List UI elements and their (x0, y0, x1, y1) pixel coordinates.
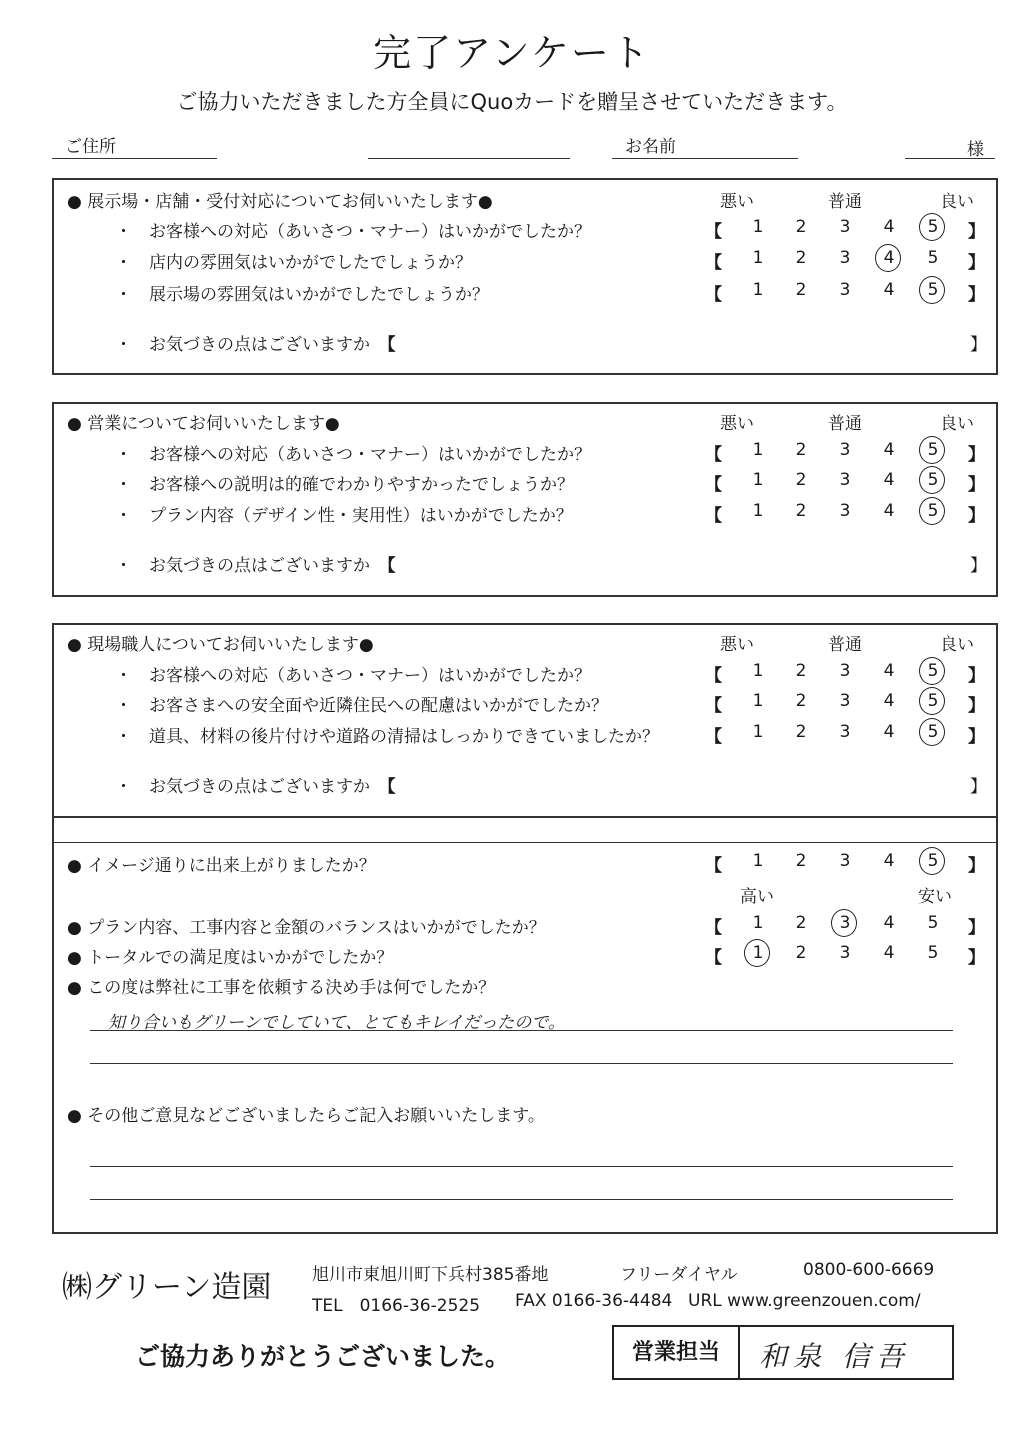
rating-option[interactable]: 4 (883, 913, 895, 933)
rating-option[interactable]: 1 (752, 217, 764, 237)
scale-bad-label: 悪い (720, 192, 754, 212)
page-subtitle: ご協力いただきました方全員にQuoカードを贈呈させていただきます。 (176, 90, 848, 114)
rating-option[interactable]: 5 (927, 851, 939, 871)
sales-rep-name: 和泉 信吾 (759, 1340, 910, 1373)
selected-circle-mark (919, 687, 945, 715)
name-label: お名前 (625, 137, 676, 157)
question-total: ● トータルでの満足度はいかがでしたか？ (67, 948, 394, 968)
notes-row: ・ お気づきの点はございますか 【 (115, 335, 396, 355)
bracket-close: 】 (968, 285, 985, 305)
rating-option[interactable]: 2 (795, 217, 807, 237)
scale-bad-label: 悪い (720, 414, 754, 434)
rating-option[interactable]: 3 (839, 440, 851, 460)
company-url[interactable]: URL www.greenzouen.com/ (688, 1291, 921, 1311)
rating-option[interactable]: 4 (883, 501, 895, 521)
rating-option[interactable]: 3 (839, 217, 851, 237)
scale-good-label: 良い (940, 635, 974, 655)
bracket-open: 【 (705, 285, 722, 305)
scale-normal-label: 普通 (828, 414, 862, 434)
honorific-label: 様 (967, 140, 984, 160)
address-line-2[interactable] (368, 158, 570, 159)
question-row: ・ プラン内容（デザイン性・実用性）はいかがでしたか？ (115, 506, 573, 526)
section-sales-heading: ● 営業についてお伺いいたします● (67, 414, 340, 434)
question-other: ● その他ご意見などございましたらご記入お願いいたします。 (67, 1106, 545, 1126)
question-row: ・ お客様への説明は的確でわかりやすかったでしょうか？ (115, 475, 574, 495)
scale-expensive-label: 高い (740, 887, 774, 907)
rating-scale (0, 661, 1024, 685)
bracket-open: 【 (705, 445, 722, 465)
rating-scale (0, 943, 1024, 967)
question-row: ・ お客さまへの安全面や近隣住民への配慮はいかがでしたか？ (115, 696, 608, 716)
answer-line[interactable] (90, 1199, 953, 1200)
rating-option[interactable]: 2 (795, 501, 807, 521)
rating-option[interactable]: 4 (883, 722, 895, 742)
rating-option[interactable]: 4 (883, 851, 895, 871)
rating-option[interactable]: 3 (839, 943, 851, 963)
rating-option[interactable]: 1 (752, 470, 764, 490)
thanks-message: ご協力ありがとうございました。 (135, 1342, 511, 1371)
rating-option[interactable]: 3 (839, 501, 851, 521)
selected-circle-mark (919, 657, 945, 685)
company-logo-name: ㈱グリーン造園 (62, 1270, 272, 1305)
question-row: ・ お客様への対応（あいさつ・マナー）はいかがでしたか？ (115, 445, 591, 465)
rating-option[interactable]: 2 (795, 661, 807, 681)
rating-option[interactable]: 2 (795, 280, 807, 300)
bracket-open: 【 (705, 727, 722, 747)
scale-normal-label: 普通 (828, 192, 862, 212)
rating-option[interactable]: 5 (927, 913, 939, 933)
rating-scale (0, 280, 1024, 304)
question-balance: ● プラン内容、工事内容と金額のバランスはいかがでしたか？ (67, 918, 546, 938)
bullet-icon: ● (67, 635, 82, 655)
question-row: ・ 店内の雰囲気はいかがでしたでしょうか？ (115, 253, 472, 273)
bracket-close: 】 (968, 948, 985, 968)
rating-scale (0, 440, 1024, 464)
rating-option[interactable]: 4 (883, 280, 895, 300)
selected-circle-mark (919, 213, 945, 241)
question-row: ・ お客様への対応（あいさつ・マナー）はいかがでしたか？ (115, 222, 591, 242)
rating-scale (0, 470, 1024, 494)
rating-option[interactable]: 1 (752, 440, 764, 460)
rating-option[interactable]: 3 (839, 722, 851, 742)
rating-scale (0, 501, 1024, 525)
rating-scale (0, 217, 1024, 241)
scale-good-label: 良い (940, 192, 974, 212)
section-craftsmen-heading: ● 現場職人についてお伺いいたします● (67, 635, 374, 655)
rating-option[interactable]: 5 (927, 440, 939, 460)
rating-option[interactable]: 1 (752, 913, 764, 933)
rating-option[interactable]: 4 (883, 470, 895, 490)
rating-option[interactable]: 2 (795, 248, 807, 268)
rating-option[interactable]: 1 (752, 501, 764, 521)
scale-cheap-label: 安い (918, 887, 952, 907)
notes-row: ・ お気づきの点はございますか 【 (115, 777, 396, 797)
rating-option[interactable]: 3 (839, 661, 851, 681)
selected-circle-mark (744, 939, 770, 967)
selected-circle-mark (919, 466, 945, 494)
sales-rep-box (612, 1325, 954, 1380)
bracket-close: 】 (968, 222, 985, 242)
bracket-close: 】 (968, 475, 985, 495)
notes-bracket-close: 】 (970, 335, 987, 355)
rating-option[interactable]: 2 (795, 943, 807, 963)
address-line-1 (52, 158, 217, 159)
rating-option[interactable]: 5 (927, 943, 939, 963)
rating-option[interactable]: 1 (752, 943, 764, 963)
rating-option[interactable]: 3 (839, 470, 851, 490)
rating-option[interactable]: 1 (752, 248, 764, 268)
bracket-close: 】 (968, 666, 985, 686)
bullet-icon: ● (67, 414, 82, 434)
selected-circle-mark (919, 847, 945, 875)
bracket-close: 】 (968, 696, 985, 716)
question-row: ・ お客様への対応（あいさつ・マナー）はいかがでしたか？ (115, 666, 591, 686)
bullet-icon: ● (67, 192, 82, 212)
rating-option[interactable]: 4 (883, 248, 895, 268)
rating-option[interactable]: 1 (752, 661, 764, 681)
divider (52, 842, 998, 843)
rating-option[interactable]: 5 (927, 248, 939, 268)
question-row: ・ 展示場の雰囲気はいかがでしたでしょうか？ (115, 285, 489, 305)
rating-option[interactable]: 3 (839, 248, 851, 268)
scale-normal-label: 普通 (828, 635, 862, 655)
selected-circle-mark (875, 244, 901, 272)
address-label: ご住所 (65, 137, 116, 157)
rating-option[interactable]: 4 (883, 440, 895, 460)
bracket-open: 【 (705, 948, 722, 968)
bracket-open: 【 (705, 506, 722, 526)
reason-answer: 知り合いもグリーンでしていて、とてもキレイだったので。 (108, 1013, 565, 1033)
rating-option[interactable]: 1 (752, 691, 764, 711)
rating-option[interactable]: 4 (883, 217, 895, 237)
freedial-label: フリーダイヤル (620, 1265, 738, 1285)
bracket-open: 【 (705, 696, 722, 716)
notes-row: ・ お気づきの点はございますか 【 (115, 556, 396, 576)
rating-option[interactable]: 3 (839, 851, 851, 871)
rating-option[interactable]: 1 (752, 722, 764, 742)
rating-option[interactable]: 5 (927, 501, 939, 521)
rating-option[interactable]: 5 (927, 470, 939, 490)
notes-bracket-close: 】 (970, 777, 987, 797)
rating-option[interactable]: 2 (795, 440, 807, 460)
question-reason: ● この度は弊社に工事を依頼する決め手は何でしたか？ (67, 978, 496, 998)
section-reception-heading: ● 展示場・店舗・受付対応についてお伺いいたします● (67, 192, 493, 212)
rating-scale (0, 691, 1024, 715)
rating-option[interactable]: 5 (927, 722, 939, 742)
scale-good-label: 良い (940, 414, 974, 434)
answer-line[interactable] (90, 1030, 953, 1031)
rating-option[interactable]: 1 (752, 851, 764, 871)
freedial-number: 0800-600-6669 (803, 1260, 935, 1280)
selected-circle-mark (919, 436, 945, 464)
rating-option[interactable]: 2 (795, 722, 807, 742)
company-tel: TEL 0166-36-2525 (312, 1296, 481, 1316)
scale-bad-label: 悪い (720, 635, 754, 655)
selected-circle-mark (919, 276, 945, 304)
rating-option[interactable]: 1 (752, 280, 764, 300)
question-image: ● イメージ通りに出来上がりましたか？ (67, 856, 376, 876)
rating-option[interactable]: 2 (795, 691, 807, 711)
rating-scale (0, 851, 1024, 875)
answer-line[interactable] (90, 1166, 953, 1167)
rating-option[interactable]: 3 (839, 913, 851, 933)
bracket-close: 】 (968, 253, 985, 273)
rating-option[interactable]: 4 (883, 691, 895, 711)
name-line[interactable] (612, 158, 798, 159)
company-address: 旭川市東旭川町下兵村385番地 (312, 1265, 549, 1285)
rating-option[interactable]: 3 (839, 280, 851, 300)
rating-option[interactable]: 5 (927, 217, 939, 237)
rating-option[interactable]: 3 (839, 691, 851, 711)
rating-option[interactable]: 5 (927, 661, 939, 681)
answer-line[interactable] (90, 1063, 953, 1064)
selected-circle-mark (919, 497, 945, 525)
bracket-close: 】 (968, 445, 985, 465)
bracket-close: 】 (968, 727, 985, 747)
bracket-open: 【 (705, 856, 722, 876)
notes-bracket-close: 】 (970, 556, 987, 576)
rating-scale (0, 913, 1024, 937)
rating-option[interactable]: 2 (795, 851, 807, 871)
selected-circle-mark (831, 909, 857, 937)
rating-option[interactable]: 5 (927, 280, 939, 300)
rating-option[interactable]: 5 (927, 691, 939, 711)
rating-option[interactable]: 2 (795, 913, 807, 933)
bracket-open: 【 (705, 666, 722, 686)
bracket-close: 】 (968, 918, 985, 938)
bracket-open: 【 (705, 253, 722, 273)
selected-circle-mark (919, 718, 945, 746)
rating-option[interactable]: 4 (883, 943, 895, 963)
bracket-open: 【 (705, 222, 722, 242)
rating-option[interactable]: 2 (795, 470, 807, 490)
bracket-open: 【 (705, 918, 722, 938)
page-title: 完了アンケート (373, 31, 651, 75)
rating-scale (0, 722, 1024, 746)
bracket-open: 【 (705, 475, 722, 495)
rating-scale (0, 248, 1024, 272)
bracket-close: 】 (968, 856, 985, 876)
question-row: ・ 道具、材料の後片付けや道路の清掃はしっかりできていましたか？ (115, 727, 659, 747)
company-fax: FAX 0166-36-4484 (515, 1291, 673, 1311)
rating-option[interactable]: 4 (883, 661, 895, 681)
bracket-close: 】 (968, 506, 985, 526)
sales-rep-label: 営業担当 (614, 1327, 740, 1378)
